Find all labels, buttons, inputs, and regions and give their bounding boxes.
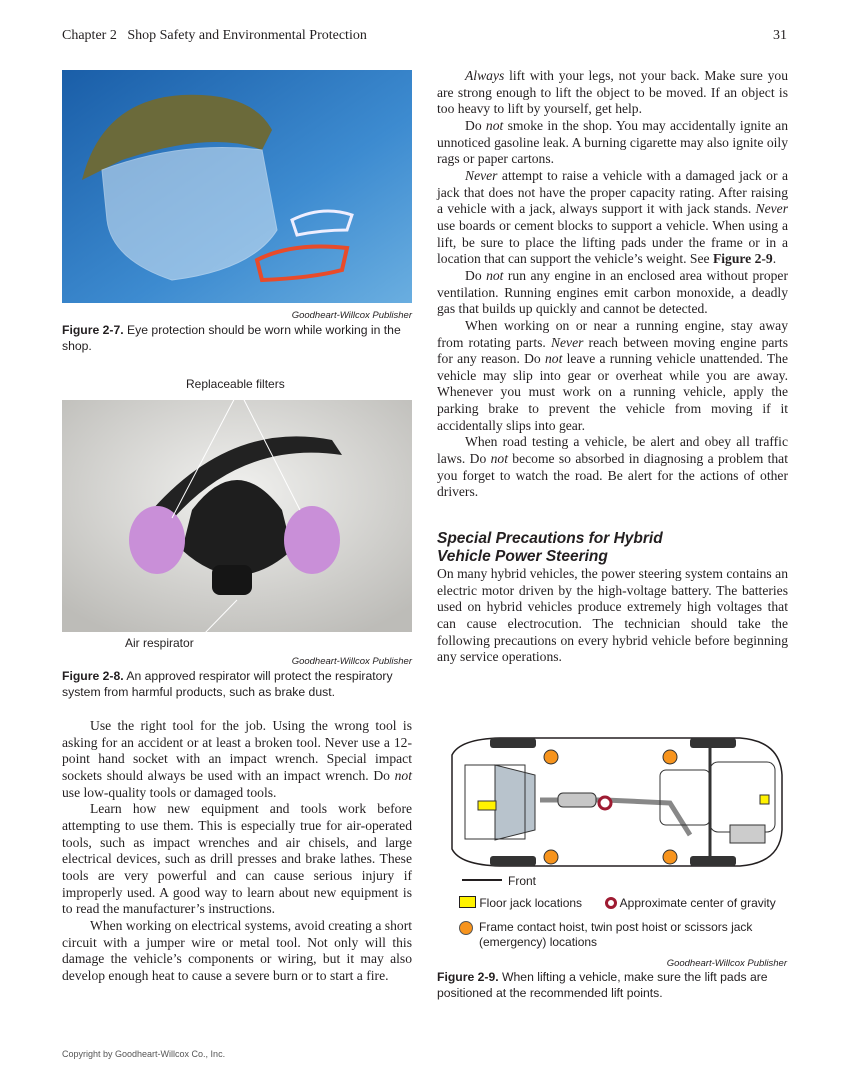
text-segment: Do (465, 117, 486, 133)
text-segment: use low-quality tools or damaged tools. (62, 784, 277, 800)
text-segment: Learn how new equipment and tools work before attempting to use them. This is especially true for air-operated tools, such as impact wrenches and air chisels, and large electrical devices, such as drill presses and brake lathes. These tools are very powerful and can cause serious injury if improperly used. A good way to learn about new equipment is to read the manufacturer’s instructions. (62, 801, 412, 917)
figure-2-9-caption (437, 970, 789, 1001)
front-arrow-icon (462, 879, 502, 881)
text-segment: run any engine in an enclosed area without proper ventilation. Running engines emit carbon monoxide, a deadly gas that builds up quickly and cannot be detected. (437, 267, 788, 317)
text-segment: Do (465, 267, 487, 283)
heading-line-2: Vehicle Power Steering (437, 548, 608, 566)
emphasis-text: not (544, 351, 563, 367)
figure-2-7-caption (62, 323, 414, 354)
legend-label: Frame contact hoist, twin post hoist or scissors jack (emergency) locations (479, 920, 753, 949)
body-paragraph (437, 318, 788, 435)
left-column-body (62, 718, 412, 985)
figure-2-9-credit: Goodheart-Willcox Publisher (666, 958, 787, 969)
text-segment: When working on or near a running engine, stay away from rotating parts. (437, 317, 788, 350)
front-label: Front (508, 874, 537, 888)
figure-2-8-caption (62, 669, 414, 700)
text-segment: become so absorbed in diagnosing a problem that you forget to watch the road. Be alert for the actions of other drivers. (437, 451, 788, 500)
caption-text: Eye protection should be worn while working in the shop. (62, 323, 401, 353)
emphasis-text: Never (465, 167, 498, 183)
legend-center-gravity (605, 896, 776, 911)
lift-point-marker (663, 850, 677, 864)
legend-frame-contact (459, 920, 779, 950)
body-paragraph (62, 718, 412, 801)
text-segment: smoke in the shop. You may accidentally ignite an unnoticed gasoline leak. A burning cigarette may also ignite oily rags or paper cartons. (437, 117, 788, 167)
text-segment: lift with your legs, not your back. Make sure you are strong enough to lift the object to be moved. If an object is too heavy to lift by yourself, get help. (437, 68, 788, 117)
figure-label: Figure 2-8. (62, 669, 124, 683)
center-of-gravity-marker (599, 797, 611, 809)
emphasis-text: not (394, 767, 412, 783)
heading-line-1: Special Precautions for Hybrid (437, 530, 663, 548)
figure-2-8-credit: Goodheart-Willcox Publisher (291, 656, 412, 667)
emphasis-text: Always (465, 68, 505, 83)
text-segment: When road testing a vehicle, be alert and obey all traffic laws. Do (437, 434, 788, 467)
orange-circle-icon (459, 921, 473, 935)
figure-reference: Figure 2-9 (712, 251, 773, 267)
text-segment: attempt to raise a vehicle with a damaged jack or a jack that does not have the proper capacity rating. After raising a vehicle with a jack, always support it with jack stands. (437, 167, 788, 217)
chapter-title: Shop Safety and Environmental Protection (127, 28, 367, 43)
legend-label: Floor jack locations (479, 896, 583, 910)
running-header (62, 28, 367, 44)
section-heading (437, 530, 788, 566)
figure-2-7-credit: Goodheart-Willcox Publisher (291, 310, 412, 321)
legend-label: Approximate center of gravity (619, 896, 776, 910)
text-segment: When working on electrical systems, avoid creating a short circuit with a jumper wire or metal tool. Not only will this damage the vehicle’s components or wiring, but it may also develop enough heat to cause a severe burn or to start a fire. (62, 917, 412, 983)
emphasis-text: not (490, 451, 508, 467)
floor-jack-marker-front (478, 801, 496, 810)
text-segment: . (772, 251, 777, 267)
body-paragraph (437, 268, 788, 318)
floor-jack-marker-rear (760, 795, 769, 804)
text-segment: leave a running vehicle unattended. The vehicle may slip into gear or overheat while you are away. Whenever you must work on a running vehicle, apply the parking brake to prevent the vehicle from moving if it accidentally slips into gear. (437, 351, 789, 433)
body-paragraph (437, 68, 788, 118)
yellow-square-icon (459, 896, 476, 908)
lift-point-marker (544, 750, 558, 764)
figure-2-8-image (62, 400, 412, 632)
target-circle-icon (605, 897, 617, 909)
emphasis-text: Never (550, 334, 584, 350)
legend-floor-jack (459, 896, 582, 911)
body-paragraph (437, 434, 788, 501)
figure-2-9-diagram (440, 735, 786, 869)
front-indicator (462, 874, 536, 889)
body-paragraph (62, 918, 412, 985)
right-column-body (437, 68, 788, 666)
caption-text: When lifting a vehicle, make sure the lift pads are positioned at the recommended lift points. (437, 970, 768, 1000)
body-paragraph (437, 118, 788, 168)
page-number: 31 (773, 28, 787, 43)
callout-replaceable-filters: Replaceable filters (186, 377, 285, 391)
emphasis-text: Never (755, 201, 788, 217)
figure-label: Figure 2-7. (62, 323, 124, 337)
body-paragraph (437, 168, 788, 268)
lift-point-marker (544, 850, 558, 864)
caption-text: An approved respirator will protect the respiratory system from harmful products, such as brake dust. (62, 669, 393, 699)
emphasis-text: not (485, 117, 504, 133)
callout-air-respirator: Air respirator (125, 636, 194, 650)
lift-point-marker (663, 750, 677, 764)
figure-label: Figure 2-9. (437, 970, 499, 984)
text-segment: reach between moving engine parts for any reason. Do (437, 334, 788, 367)
copyright-footer: Copyright by Goodheart-Willcox Co., Inc. (62, 1049, 226, 1059)
section-paragraph: On many hybrid vehicles, the power steering system contains an electric motor driven by the high-voltage battery. The batteries used on hybrid vehicles produce extremely high voltages that can cause electrocution. The technician should take the following precautions on every hybrid vehicle before beginning any service operations. (437, 566, 788, 665)
body-paragraph (62, 801, 412, 918)
figure-2-7-image (62, 70, 412, 303)
chapter-number: Chapter 2 (62, 28, 117, 43)
emphasis-text: not (486, 267, 504, 283)
text-segment: use boards or cement blocks to support a vehicle. When using a lift, be sure to place the lifting pads under the frame or in a location that can support the vehicle’s weight. See (437, 217, 788, 267)
text-segment: Use the right tool for the job. Using the wrong tool is asking for an accident or at least a broken tool. Never use a 12-point hand socket with an impact wrench. Special impact sockets should always be used with an impact wrench. Do (62, 718, 412, 783)
